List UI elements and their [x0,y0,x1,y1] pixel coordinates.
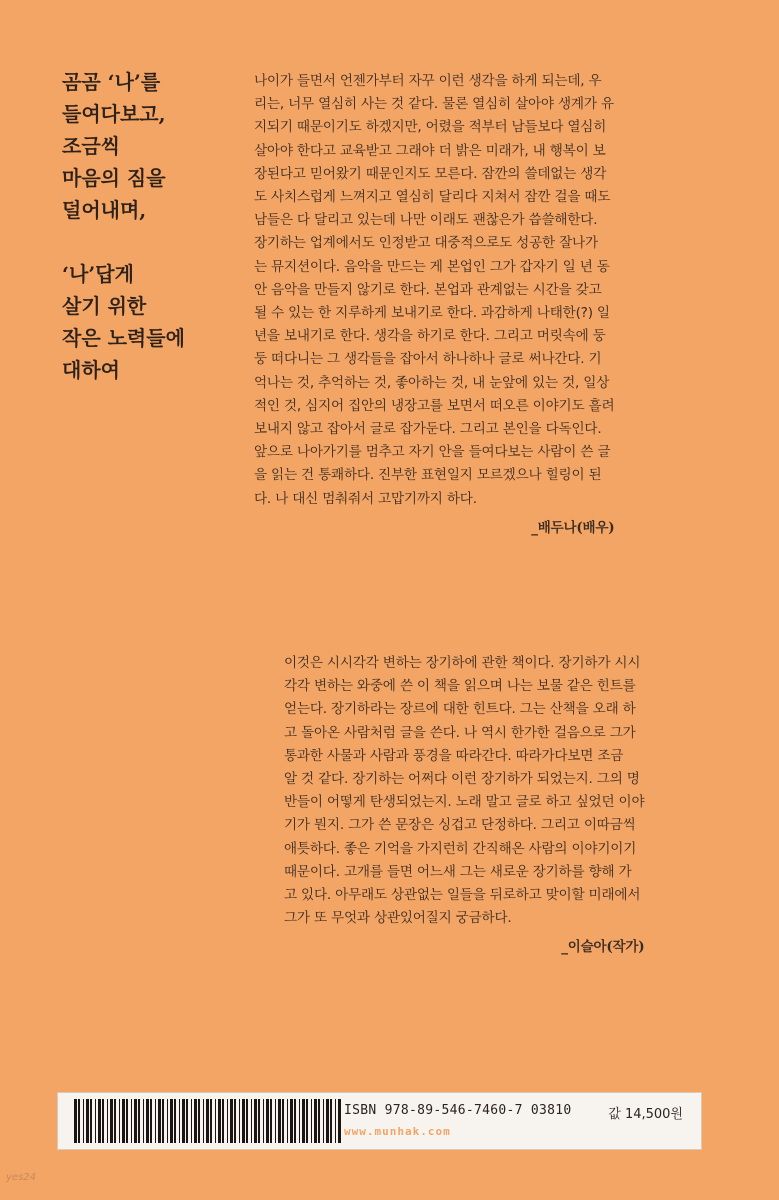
barcode-bar [311,1099,312,1143]
barcode-bar [98,1099,101,1143]
barcode-bar [263,1099,264,1143]
barcode-bar [254,1099,257,1143]
barcode-bar [294,1099,296,1143]
quote-signature: _이슬아(작가) [561,939,645,956]
barcode-bar [314,1099,317,1143]
barcode-bar [110,1099,113,1143]
quote-line: 장된다고 믿어왔기 때문인지도 모른다. 잠깐의 쓸데없는 생각 [254,165,607,182]
barcode-bar [338,1099,341,1143]
quote-line: 앞으로 나아가기를 멈추고 자기 안을 들여다보는 사람이 쓴 글 [254,444,611,461]
tagline-line: 대하여 [62,358,120,382]
quote-line: 고 있다. 아무래도 상관없는 일들을 뒤로하고 맞이할 미래에서 [284,887,641,904]
barcode-bar [158,1099,161,1143]
barcode-bar [278,1099,281,1143]
barcode-bar [126,1099,128,1143]
barcode-bar [174,1099,176,1143]
barcode-bar [251,1099,252,1143]
barcode-bar [114,1099,116,1143]
quote-line: 지되기 때문이기도 하겠지만, 어렸을 적부터 남들보다 열심히 [254,119,607,136]
isbn-text: ISBN 978-89-546-7460-7 03810 [344,1103,572,1118]
quote-line: 애틋하다. 좋은 기억을 가지런히 간직해온 사람의 이야기이기 [284,840,637,857]
barcode-bar [122,1099,125,1143]
quote-line: 억나는 것, 추억하는 것, 좋아하는 것, 내 눈앞에 있는 것, 일상 [254,374,610,391]
quote-line: 고 돌아온 사람처럼 글을 쓴다. 나 역시 한가한 걸음으로 그가 [284,724,636,741]
barcode-bar [78,1099,80,1143]
barcode-bar [215,1099,216,1143]
barcode-bar [299,1099,300,1143]
tagline-line: 곰곰 ‘나’를 [62,70,161,94]
endorsement-quote-1 [254,70,614,540]
quote-line: 장기하는 업계에서도 인정받고 대중적으로도 성공한 잘나가 [254,235,598,252]
quote-line: 각각 변하는 와중에 쓴 이 책을 읽으며 나는 보물 같은 힌트를 [284,678,636,695]
tagline-line: 조금씩 [62,134,120,158]
tagline-line: 살기 위한 [62,294,147,318]
tagline-line: 작은 노력들에 [62,326,185,350]
barcode-bar [230,1099,233,1143]
barcode-image [74,1099,344,1143]
quote-line: 남들은 다 달리고 있는데 나만 이래도 괜찮은가 씁쓸해한다. [254,212,598,229]
tagline-line: 마음의 짐을 [62,166,166,190]
quote-line: 안 음악을 만들지 않기로 한다. 본업과 관계없는 시간을 갖고 [254,281,602,298]
quote-signature: _배두나(배우) [531,519,615,536]
tagline-line: ‘나’답게 [62,262,134,286]
watermark: yes24 [6,1172,37,1183]
quote-line: 적인 것, 심지어 집안의 냉장고를 보면서 떠오른 이야기도 흘려 [254,397,615,414]
quote-line: 을 읽는 건 통쾌하다. 진부한 표현일지 모르겠으나 힐링이 된 [254,467,602,484]
cover-tagline [62,66,242,386]
quote-line: 도 사치스럽게 느껴지고 열심히 달리다 지쳐서 잠깐 걸을 때도 [254,189,611,206]
barcode-bar [83,1099,84,1143]
barcode-bar [167,1099,168,1143]
endorsement-quote-2 [284,652,644,960]
quote-line: 는 뮤지션이다. 음악을 만드는 게 본업인 그가 갑자기 일 년 동 [254,258,610,275]
quote-line: 될 수 있는 한 지루하게 보내기로 한다. 과감하게 나태한(?) 일 [254,305,610,322]
quote-line: 통과한 사물과 사람과 풍경을 따라간다. 따라가다보면 조금 [284,747,624,764]
barcode-bar [323,1099,324,1143]
barcode-bar [194,1099,197,1143]
barcode-bar [275,1099,276,1143]
barcode-bar [222,1099,224,1143]
barcode-bar [95,1099,96,1143]
quote-line: 알 것 같다. 장기하는 어쩌다 이런 장기하가 되었는지. 그의 명 [284,771,640,788]
barcode-bar [131,1099,132,1143]
barcode-bar [179,1099,180,1143]
barcode-bar [74,1099,77,1143]
barcode-bar [330,1099,332,1143]
barcode-bar [206,1099,209,1143]
barcode-bar [143,1099,144,1143]
quote-line: 기가 뭔지. 그가 쓴 문장은 싱겁고 단정하다. 그리고 이따금씩 [284,817,636,834]
quote-line: 얻는다. 장기하라는 장르에 대한 힌트다. 그는 산책을 오래 하 [284,701,636,718]
quote-line: 이것은 시시각각 변하는 장기하에 관한 책이다. 장기하가 시시 [284,655,641,671]
barcode-bar [90,1099,92,1143]
barcode-bar [227,1099,228,1143]
barcode-bar [270,1099,272,1143]
tagline-spacer [62,226,242,258]
barcode-bar [119,1099,120,1143]
quote-line: 다. 나 대신 멈춰줘서 고맙기까지 하다. [254,490,477,507]
barcode-bar [138,1099,140,1143]
barcode-bar [326,1099,329,1143]
barcode-bar [282,1099,284,1143]
price-text: 값 14,500원 [608,1107,683,1122]
tagline-line: 들여다보고, [62,102,166,126]
barcode-bar [150,1099,152,1143]
barcode-bar [234,1099,236,1143]
barcode-bar [86,1099,89,1143]
publisher-url: www.munhak.com [344,1125,451,1138]
barcode-bar [182,1099,185,1143]
barcode-bar [306,1099,308,1143]
barcode-bar [266,1099,269,1143]
barcode-bar [170,1099,173,1143]
barcode-bar [290,1099,293,1143]
barcode-bar [203,1099,204,1143]
barcode-bar [246,1099,248,1143]
barcode-bar [218,1099,221,1143]
quote-line: 반들이 어떻게 탄생되었는지. 노래 말고 글로 하고 싶었던 이야 [284,794,645,811]
quote-line: 살아야 한다고 교육받고 그래야 더 밝은 미래가, 내 행복이 보 [254,142,606,159]
barcode-bar [162,1099,164,1143]
barcode-bar [102,1099,104,1143]
barcode-bar [155,1099,156,1143]
barcode-bar [258,1099,260,1143]
barcode-bar [186,1099,188,1143]
barcode-panel [57,1092,702,1150]
quote-line: 때문이다. 고개를 들면 어느새 그는 새로운 장기하를 향해 가 [284,863,632,880]
barcode-bar [134,1099,137,1143]
barcode-bar [318,1099,320,1143]
tagline-line: 덜어내며, [62,198,147,222]
barcode-bar [210,1099,212,1143]
quote-line: 둥 떠다니는 그 생각들을 잡아서 하나하나 글로 써나간다. 기 [254,351,602,368]
barcode-bar [239,1099,240,1143]
barcode-bar [191,1099,192,1143]
barcode-bar [146,1099,149,1143]
quote-line: 보내지 않고 잡아서 글로 잡가둔다. 그리고 본인을 다독인다. [254,421,602,438]
quote-line: 나이가 들면서 언젠가부터 자꾸 이런 생각을 하게 되는데, 우 [254,73,602,89]
barcode-bar [302,1099,305,1143]
quote-line: 년을 보내기로 한다. 생각을 하기로 한다. 그리고 머릿속에 둥 [254,328,606,345]
quote-line: 리는, 너무 열심히 사는 것 같다. 물론 열심히 살아야 생계가 유 [254,96,614,113]
barcode-bar [335,1099,336,1143]
quote-line: 그가 또 무엇과 상관있어질지 궁금하다. [284,910,512,927]
barcode-bar [198,1099,200,1143]
barcode-bar [287,1099,288,1143]
barcode-bar [107,1099,108,1143]
barcode-bar [242,1099,245,1143]
